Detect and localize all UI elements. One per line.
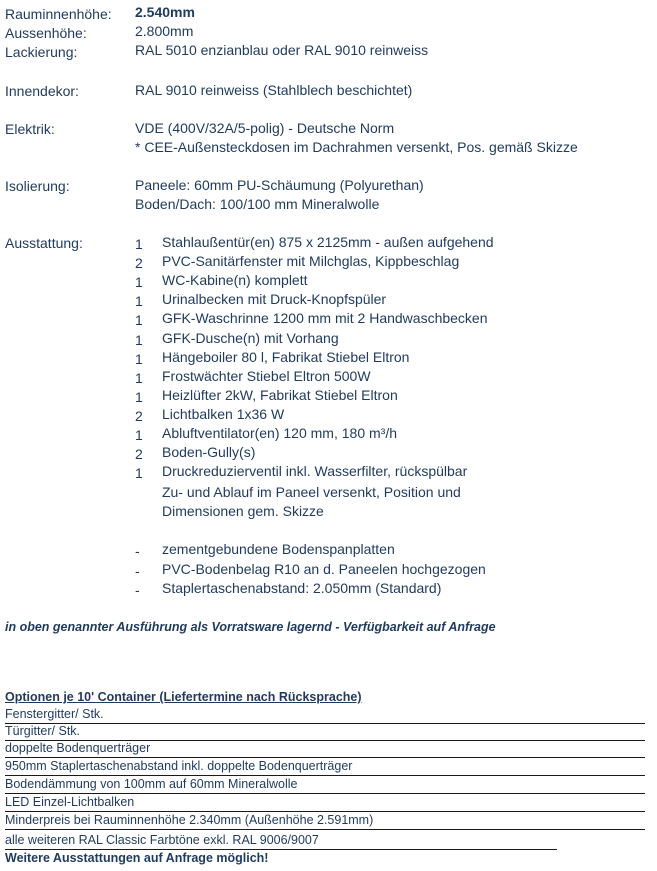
label-rauminnenhoehe: Rauminnenhöhe:	[5, 6, 112, 22]
item-text: PVC-Sanitärfenster mit Milchglas, Kippbeschlag	[162, 253, 460, 269]
item-qty: 1	[135, 274, 143, 290]
item-text: Heizlüfter 2kW, Fabrikat Stiebel Eltron	[162, 387, 398, 403]
value-aussenhoehe: 2.800mm	[135, 23, 194, 39]
dash-item-text: PVC-Bodenbelag R10 an d. Paneelen hochgezogen	[162, 561, 486, 577]
item-text: Urinalbecken mit Druck-Knopfspüler	[162, 291, 387, 307]
value-isolierung-line2: Boden/Dach: 100/100 mm Mineralwolle	[135, 196, 380, 212]
option-row: alle weiteren RAL Classic Farbtöne exkl. RAL 9006/9007	[5, 833, 557, 850]
value-rauminnenhoehe: 2.540mm	[135, 4, 195, 20]
item-qty: 1	[135, 332, 143, 348]
item-qty: 2	[135, 255, 143, 271]
item-text: GFK-Dusche(n) mit Vorhang	[162, 330, 339, 346]
option-row: Fenstergitter/ Stk.	[5, 707, 645, 724]
item-qty: 1	[135, 465, 143, 481]
label-isolierung: Isolierung:	[5, 178, 70, 194]
label-innendekor: Innendekor:	[5, 83, 79, 99]
value-elektrik-line2: * CEE-Außensteckdosen im Dachrahmen versenkt, Pos. gemäß Skizze	[135, 139, 578, 155]
item-qty: 1	[135, 236, 143, 252]
item-qty: 1	[135, 370, 143, 386]
option-row: Minderpreis bei Rauminnenhöhe 2.340mm (Außenhöhe 2.591mm)	[5, 813, 645, 830]
item-text: WC-Kabine(n) komplett	[162, 272, 308, 288]
item-qty: 1	[135, 351, 143, 367]
option-row: Türgitter/ Stk.	[5, 724, 645, 741]
option-row: 950mm Staplertaschenabstand inkl. doppelte Bodenquerträger	[5, 759, 645, 776]
dash-item-text: Staplertaschenabstand: 2.050mm (Standard)	[162, 580, 442, 596]
value-elektrik-line1: VDE (400V/32A/5-polig) - Deutsche Norm	[135, 120, 395, 136]
label-ausstattung: Ausstattung:	[5, 235, 83, 251]
item-text: Stahlaußentür(en) 875 x 2125mm - außen aufgehend	[162, 234, 494, 250]
option-row: doppelte Bodenquerträger	[5, 741, 645, 758]
label-elektrik: Elektrik:	[5, 121, 55, 137]
availability-note: in oben genannter Ausführung als Vorratsware lagernd - Verfügbarkeit auf Anfrage	[5, 620, 496, 634]
dash-mark: -	[135, 563, 140, 579]
value-innendekor: RAL 9010 reinweiss (Stahlblech beschichtet)	[135, 82, 413, 98]
option-row: LED Einzel-Lichtbalken	[5, 795, 645, 812]
ausstattung-continuation-1: Zu- und Ablauf im Paneel versenkt, Position und	[162, 484, 461, 500]
label-aussenhoehe: Aussenhöhe:	[5, 25, 87, 41]
item-text: Abluftventilator(en) 120 mm, 180 m³/h	[162, 425, 397, 441]
item-qty: 2	[135, 446, 143, 462]
dash-item-text: zementgebundene Bodenspanplatten	[162, 541, 395, 557]
dash-mark: -	[135, 543, 140, 559]
item-text: Druckreduzierventil inkl. Wasserfilter, rückspülbar	[162, 463, 468, 479]
option-row: Bodendämmung von 100mm auf 60mm Mineralwolle	[5, 777, 645, 794]
item-qty: 2	[135, 408, 143, 424]
value-lackierung: RAL 5010 enzianblau oder RAL 9010 reinweiss	[135, 42, 429, 58]
label-lackierung: Lackierung:	[5, 44, 78, 60]
item-text: GFK-Waschrinne 1200 mm mit 2 Handwaschbecken	[162, 310, 488, 326]
item-qty: 1	[135, 312, 143, 328]
item-text: Frostwächter Stiebel Eltron 500W	[162, 368, 371, 384]
ausstattung-continuation-2: Dimensionen gem. Skizze	[162, 503, 324, 519]
dash-mark: -	[135, 582, 140, 598]
item-qty: 1	[135, 389, 143, 405]
options-heading: Optionen je 10' Container (Liefertermine nach Rücksprache)	[5, 690, 362, 704]
item-text: Lichtbalken 1x36 W	[162, 406, 285, 422]
options-footer: Weitere Ausstattungen auf Anfrage möglich!	[5, 851, 269, 865]
item-qty: 1	[135, 293, 143, 309]
item-qty: 1	[135, 427, 143, 443]
item-text: Hängeboiler 80 l, Fabrikat Stiebel Eltron	[162, 349, 410, 365]
item-text: Boden-Gully(s)	[162, 444, 256, 460]
value-isolierung-line1: Paneele: 60mm PU-Schäumung (Polyurethan)	[135, 177, 424, 193]
